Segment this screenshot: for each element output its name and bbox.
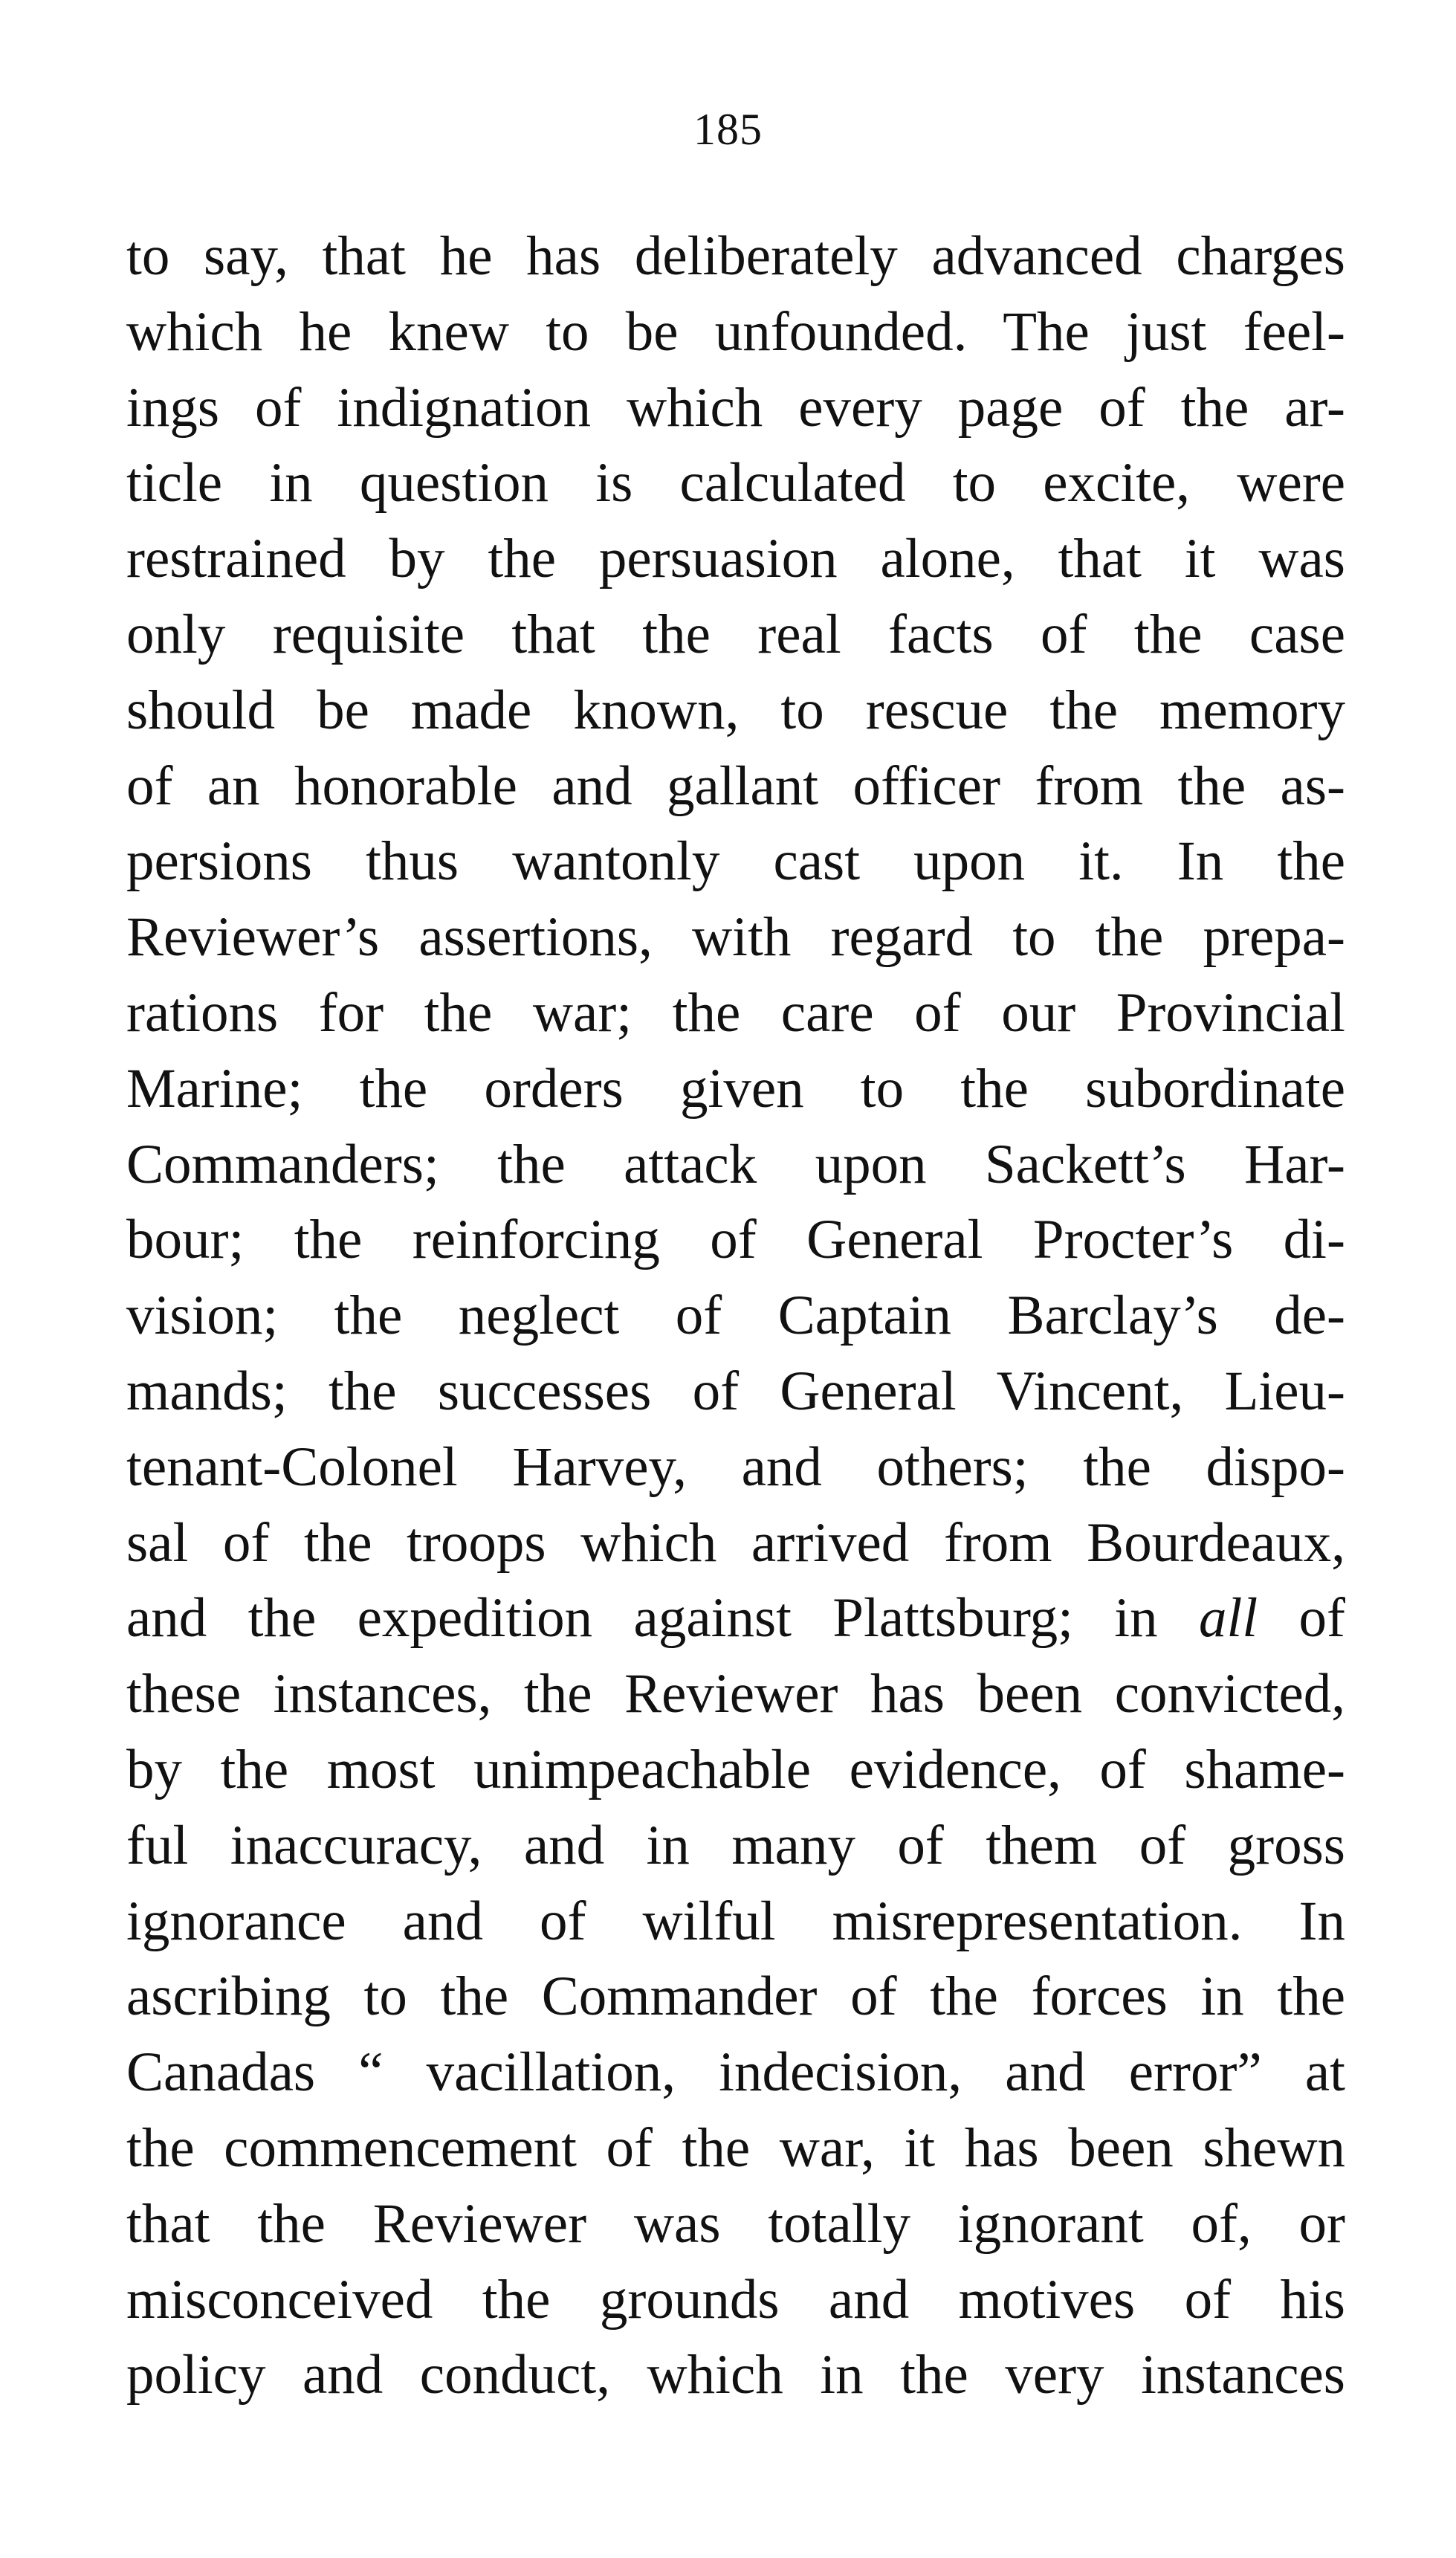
text-line: ings of indignation which every page of the ar- — [126, 376, 1345, 439]
text-line: only requisite that the real facts of the case — [126, 603, 1345, 665]
text-line: Commanders; the attack upon Sackett’s Har- — [126, 1133, 1345, 1195]
text-line: by the most unimpeachable evidence, of shame- — [126, 1738, 1345, 1800]
text-line: mands; the successes of General Vincent, Lieu- — [126, 1360, 1345, 1422]
text-line: ascribing to the Commander of the forces in the — [126, 1966, 1345, 2028]
text-line: vision; the neglect of Captain Barclay’s de- — [126, 1285, 1345, 1347]
text-line: which he knew to be unfounded. The just feel- — [126, 300, 1345, 363]
text-line: to say, that he has deliberately advanced charges — [126, 225, 1345, 287]
text-line: ignorance and of wilful misrepresentation. In — [126, 1890, 1345, 1952]
italic-word: all — [1199, 1587, 1258, 1650]
text-line: should be made known, to rescue the memory — [126, 679, 1345, 741]
page-number: 185 — [693, 105, 763, 154]
text-line: that the Reviewer was totally ignorant of, or — [126, 2192, 1345, 2255]
text-line: ticle in question is calculated to excite, were — [126, 452, 1345, 514]
text-line: rations for the war; the care of our Provincial — [126, 981, 1345, 1044]
text-line: misconceived the grounds and motives of his — [126, 2268, 1345, 2331]
text-line: tenant-Colonel Harvey, and others; the dispo- — [126, 1435, 1345, 1498]
text-line: bour; the reinforcing of General Procter’s di- — [126, 1209, 1345, 1271]
text-line: policy and conduct, which in the very instances — [126, 2344, 1345, 2406]
text-line: restrained by the persuasion alone, that it was — [126, 528, 1345, 590]
text-line: the commencement of the war, it has been shewn — [126, 2116, 1345, 2179]
text-line: Marine; the orders given to the subordinate — [126, 1057, 1345, 1120]
text-line: sal of the troops which arrived from Bourdeaux, — [126, 1511, 1345, 1574]
text-line: of an honorable and gallant officer from the as- — [126, 755, 1345, 817]
text-segment: and the expedition against Plattsburg; in — [126, 1587, 1199, 1650]
text-line: Reviewer’s assertions, with regard to the prepa- — [126, 906, 1345, 969]
text-line: ful inaccuracy, and in many of them of gross — [126, 1814, 1345, 1876]
text-line: Canadas “ vacillation, indecision, and error” at — [126, 2041, 1345, 2104]
text-segment: of — [1258, 1587, 1346, 1650]
text-line-with-italic — [126, 1580, 1345, 1656]
text-line: these instances, the Reviewer has been convicted, — [126, 1663, 1345, 1725]
text-line: persions thus wantonly cast upon it. In the — [126, 830, 1345, 893]
body-text — [126, 219, 1345, 2413]
